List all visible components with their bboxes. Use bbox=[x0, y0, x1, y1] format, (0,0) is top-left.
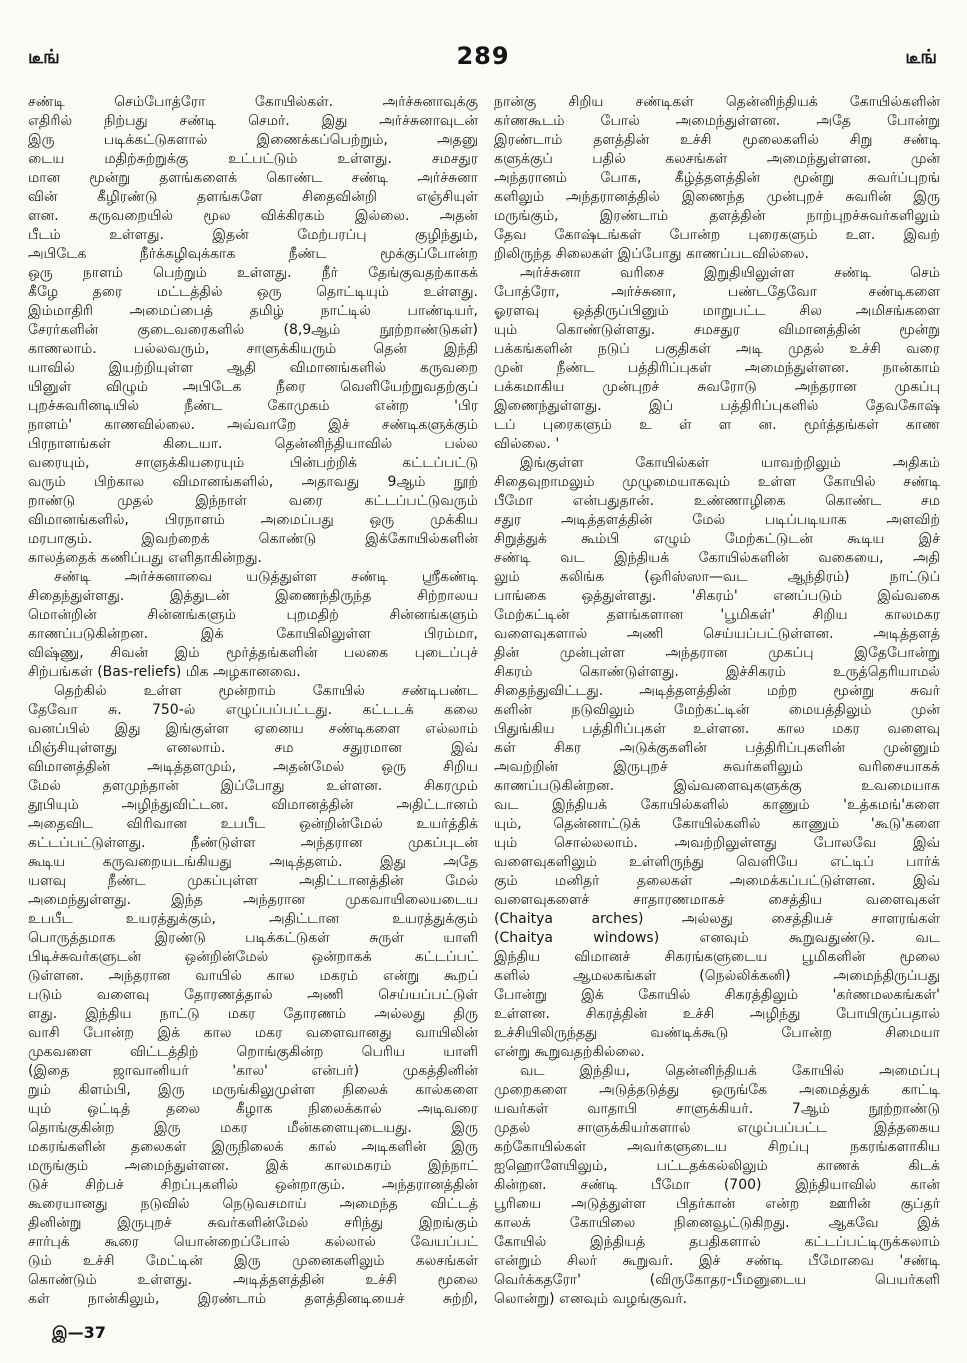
text-line: கள் சிகர அடுக்குகளின் பத்திரிப்புகளின் முன்னும் bbox=[494, 740, 940, 756]
text-line: களிலும் அந்தரானத்தில் இணைந்த முன்புறச் சுவரின் இரு bbox=[494, 189, 940, 205]
text-line: காணப்படுகின்றன. இவ்வளைவுகளுக்கு உவமையாக bbox=[494, 778, 940, 794]
text-line: கள் நான்கிலும், இரண்டாம் தளத்தினடியைச் சுற்றி, bbox=[28, 1291, 478, 1307]
right-column bbox=[494, 93, 940, 1309]
text-line: தின் முன்புள்ள அந்தரான முகப்பு இதேபோன்று bbox=[494, 645, 940, 661]
text-line: பக்கங்களின் நடுப் பகுதிகள் அடி முதல் உச்சி வரை bbox=[494, 341, 940, 357]
text-line: யும் சொல்லலாம். அவற்றிலுள்ளது போலவே இவ் bbox=[494, 835, 940, 851]
text-line: பொருத்தமாக இரண்டு படிக்கட்டுகள் சுருள் யாளி bbox=[28, 930, 478, 946]
text-line: பிரநாளங்கள் கிடையா. தென்னிந்தியாவில் பல்ல bbox=[28, 436, 478, 452]
text-line: சிதைவுறாமலும் முழுமையாகவும் உள்ள கோயில் சண்டி bbox=[494, 474, 940, 490]
text-line: லும் கலிங்க (ஒரிஸ்ஸா—வட ஆந்திரம்) நாட்டுப் bbox=[494, 569, 940, 585]
text-line: முன் நீண்ட பத்திரிப்புகள் அமைந்துள்ளன. நான்காம் bbox=[494, 360, 940, 376]
text-line: மேல் தளமுந்தான் இப்போது உள்ளன. சிகரமும் bbox=[28, 778, 478, 794]
text-line: டைய மதிற்சுற்றுக்கு உட்பட்டும் உள்ளது. சமசதுர bbox=[28, 151, 478, 167]
left-column bbox=[28, 93, 478, 1309]
text-line: படும் வளைவு தோரணத்தால் அணி செய்யப்பட்டுள் bbox=[28, 987, 478, 1003]
text-line: இணைந்துள்ளது. இப் பத்திரிப்புகளில் தேவகோஷ் bbox=[494, 398, 940, 414]
text-line: சிதைந்துள்ளது. இத்துடன் இணைந்திருந்த சிற்றாலய bbox=[28, 588, 478, 604]
paragraph bbox=[494, 264, 940, 454]
text-line: டுள்ளன. அந்தரான வாயில் கால மகரம் என்று கூறப் bbox=[28, 968, 478, 984]
text-line: டுச் சிற்பச் சிறப்புகளில் ஒன்றாகும். அந்தரானத்தின் bbox=[28, 1177, 478, 1193]
text-line: றிலிருந்த சிலைகள் இப்போது காணப்படவில்லை. bbox=[494, 246, 809, 262]
text-line: வரையும், சாளுக்கியரையும் பின்பற்றிக் கட்டப்பட்டு bbox=[28, 455, 478, 471]
text-line: களுக்குப் பதில் கலசங்கள் அமைந்துள்ளன. முன் bbox=[494, 151, 940, 167]
text-line: வளைவுகளால் அணி செய்யப்பட்டுள்ளன. அடித்தளத் bbox=[494, 626, 940, 642]
text-line: கட்டப்பட்டுள்ளது. நீண்டுள்ள அந்தரான முகப்புடன் bbox=[28, 835, 478, 851]
text-line: தேவோ சு. 750-ல் எழுப்பப்பட்டது. கட்டடக் கலை bbox=[28, 702, 478, 718]
text-line: மகரங்களின் தலைகள் இருநிலைக் கால் அடிகளின் இரு bbox=[28, 1139, 478, 1155]
text-line: டப் புரைகளும் உ ள் ள ன. மூர்த்தங்கள் காண bbox=[494, 417, 940, 433]
text-line: (இதை ஜாவானியர் 'கால' என்பர்) முகத்தினின் bbox=[28, 1063, 478, 1079]
text-line: இரு படிக்கட்டுகளால் இணைக்கப்பெற்றும், அதனு bbox=[28, 132, 478, 148]
text-line: அபிடேக நீர்க்கழிவுக்காக நீண்ட மூக்குப்போன்ற bbox=[28, 246, 478, 262]
text-line: மொன்றின் சின்னங்களும் புறமதிற் சின்னங்களும் bbox=[28, 607, 478, 623]
text-line: விஷ்ணு, சிவன் இம் மூர்த்தங்களின் பலகை புடைப்புச் bbox=[28, 645, 478, 661]
text-line: மருங்கும் அமைந்துள்ளன. இக் காலமகரம் இந்நாட் bbox=[28, 1158, 478, 1174]
text-line: றும் கிளம்பி, இரு மருங்கிலுமுள்ள நிலைக் கால்களை bbox=[28, 1082, 478, 1098]
text-line: (Chaitya windows) எனவும் கூறுவதுண்டு. வட bbox=[494, 930, 940, 946]
text-line: போத்ரோ, அர்ச்சுனா, பண்டதேவோ சண்டிகளை bbox=[494, 284, 940, 300]
text-line: கூரையானது நடுவில் நெடுவசமாய் அமைந்த விட்டத் bbox=[28, 1196, 478, 1212]
text-line: போன்று இக் கோயில் சிகரத்திலும் 'கர்ணமலகங்கள்' bbox=[494, 987, 940, 1003]
text-line: காணப்படுகின்றன. இக் கோயிலிலுள்ள பிரம்மா, bbox=[28, 626, 478, 642]
paragraph bbox=[28, 682, 478, 1309]
text-line: யளவு நீண்ட முகப்புள்ள அதிட்டானத்தின் மேல் bbox=[28, 873, 478, 889]
text-line: வின் கீழிரண்டு தளங்களே சிதைவின்றி எஞ்சியுள் bbox=[28, 189, 478, 205]
text-line: சார்புக் கூரை யொன்றைப்போல் கல்லால் வேயப்பட் bbox=[28, 1234, 478, 1250]
text-line: அதைவிட விரிவான உபபீட ஒன்றின்மேல் உயர்த்திக் bbox=[28, 816, 478, 832]
text-line: பிடிச்சுவர்களுடன் ஒன்றின்மேல் ஒன்றாகக் கட்டப்பட் bbox=[28, 949, 478, 965]
text-line: காலக் கோயிலை நினைவூட்டுகிறது. ஆகவே இக் bbox=[494, 1215, 940, 1231]
text-line: வாசி போன்ற இக் கால மகர வளைவானது வாயிலின் bbox=[28, 1025, 478, 1041]
text-line: ளன. கருவறையில் மூல விக்கிரகம் இல்லை. அதன் bbox=[28, 208, 478, 224]
text-line: முதல் சாளுக்கியர்களால் எழுப்பப்பட்ட இத்தகைய bbox=[494, 1120, 940, 1136]
text-line: யும் ஒட்டித் தலை கீழாக நிலைக்கால் அடிவரை bbox=[28, 1101, 478, 1117]
text-line: சிற்பங்கள் (Bas-reliefs) மிக அழகானவை. bbox=[28, 664, 301, 680]
text-line: சிறுத்துக் கூம்பி எழும் மேற்கட்டுடன் கூடிய இச் bbox=[494, 531, 940, 547]
text-line: இம்மாதிரி அமைப்பைத் தமிழ் நாட்டில் பாண்டியர், bbox=[28, 303, 478, 319]
text-line: றாண்டு முதல் இந்நாள் வரை கட்டப்பட்டுவரும் bbox=[28, 493, 478, 509]
text-line: பீடம் உள்ளது. இதன் மேற்பரப்பு குழிந்தும், bbox=[28, 227, 478, 243]
text-line: களில் ஆமலகங்கள் (நெல்லிக்கனி) அமைந்திருப்பது bbox=[494, 968, 940, 984]
text-line: உள்ளன. சிகரத்தின் உச்சி அழிந்து போயிருப்பதால் bbox=[494, 1006, 940, 1022]
text-line: இந்திய விமானச் சிகரங்களுடைய பூமிகளின் மூலை bbox=[494, 949, 940, 965]
text-line: மிஞ்சியுள்ளது எனலாம். சம சதுரமான இவ் bbox=[28, 740, 478, 756]
text-line: லொன்று) எனவும் வழங்குவர். bbox=[494, 1291, 688, 1307]
text-line: தொங்குகின்ற இரு மகர மீன்களையுடையது. இரு bbox=[28, 1120, 478, 1136]
text-line: மான மூன்று தளங்களைக் கொண்ட சண்டி அர்ச்சுனா bbox=[28, 170, 478, 186]
text-line: யும் கொண்டுள்ளது. சமசதுர விமானத்தின் மூன்று bbox=[494, 322, 940, 338]
text-line: சிதைந்துவிட்டது. அடித்தளத்தின் மற்ற மூன்று சுவர் bbox=[494, 683, 940, 699]
text-line: காணலாம். பல்லவரும், சாளுக்கியரும் தென் இந்தி bbox=[28, 341, 478, 357]
paragraph bbox=[494, 1062, 940, 1309]
text-line: நான்கு சிறிய சண்டிகள் தென்னிந்தியக் கோயில்களின் bbox=[494, 94, 940, 110]
paragraph bbox=[28, 568, 478, 682]
text-line: யும், தென்னாட்டுக் கோயில்களில் காணும் 'கூடு'களை bbox=[494, 816, 940, 832]
text-line: தெற்கில் உள்ள மூன்றாம் கோயில் சண்டிபண்ட bbox=[54, 683, 478, 699]
page-number: 289 bbox=[456, 42, 510, 70]
text-line: ஒரு நாளம் பெற்றும் உள்ளது. நீர் தேங்குவதற்காகக் bbox=[28, 265, 478, 281]
text-line: இரண்டாம் தளத்தின் உச்சி மூலைகளில் சிறு சண்டி bbox=[494, 132, 940, 148]
text-line: களின் நடுவிலும் மேற்கட்டின் மையத்திலும் முன் bbox=[494, 702, 940, 718]
text-line: வட இந்திய, தென்னிந்தியக் கோயில் அமைப்பு bbox=[520, 1063, 940, 1079]
text-line: ளது. இந்திய நாட்டு மகர தோரணம் அல்லது திரு bbox=[28, 1006, 478, 1022]
text-line: தேவ கோஷ்டங்கள் போன்ற புரைகளும் உள. இவற் bbox=[494, 227, 940, 243]
text-line: யினுள் விழும் அபிடேக நீரை வெளியேற்றுவதற்குப் bbox=[28, 379, 478, 395]
text-line: அந்தரானம் போக, கீழ்த்தளத்தின் மூன்று சுவர்ப்புறங் bbox=[494, 170, 940, 186]
text-line: மேற்கட்டின் தளங்களான 'பூமிகள்' சிறிய காலமகர bbox=[494, 607, 940, 623]
text-line: கர்ணகூடம் போல் அமைந்துள்ளன. அதே போன்று bbox=[494, 113, 940, 129]
text-line: யவர்கள் வாதாபி சாளுக்கியர். 7ஆம் நூற்றாண்டு bbox=[494, 1101, 940, 1117]
text-line: சேரர்களின் குடைவரைகளில் (8,9ஆம் நூற்றாண்டுகள்) bbox=[28, 322, 478, 338]
text-line: உபபீட உயரத்துக்கும், அதிட்டான உயரத்துக்கும் bbox=[28, 911, 478, 927]
text-line: கோயில் இந்தியத் தபதிகளால் கட்டப்பட்டிருக்கலாம் bbox=[494, 1234, 940, 1250]
signature-mark: இ—37 bbox=[52, 1323, 106, 1342]
text-line: எதிரில் நிற்பது சண்டி செமர். இது அர்ச்சுனாவுடன் bbox=[28, 113, 478, 129]
text-line: மரபாகும். இவற்றைக் கொண்டு இக்கோயில்களின் bbox=[28, 531, 478, 547]
text-line: பாங்கை ஒத்துள்ளது. 'சிகரம்' எனப்படும் இவ்வகை bbox=[494, 588, 940, 604]
text-line: பீமோ என்பதுதான். உண்ணாழிகை கொண்ட சம bbox=[494, 493, 940, 509]
text-line: ஓரளவு ஒத்திருப்பினும் மாறுபட்ட சில அமிசங்களை bbox=[494, 303, 940, 319]
running-head-left: டீங் bbox=[28, 46, 60, 68]
text-line: சண்டி செம்போத்ரோ கோயில்கள். அர்ச்சுனாவுக்கு bbox=[28, 94, 478, 110]
text-line: என்று கூறுவதற்கில்லை. bbox=[494, 1044, 645, 1060]
text-line: அமைந்துள்ளது. இந்த அந்தரான முகவாயிலையடைய bbox=[28, 892, 478, 908]
text-line: பிதுங்கிய பத்திரிப்புகள் உள்ளன. கால மகர வளைவு bbox=[494, 721, 940, 737]
paragraph bbox=[494, 93, 940, 264]
text-line: அர்ச்சுனா வரிசை இறுதியிலுள்ள சண்டி செம் bbox=[520, 265, 940, 281]
text-line: தூபியும் அழிந்துவிட்டன. விமானத்தின் அதிட்டானம் bbox=[28, 797, 478, 813]
text-line: டும் உச்சி மேட்டின் இரு முனைகளிலும் கலசங்கள் bbox=[28, 1253, 478, 1269]
text-line: நாளம்' காணவில்லை. அவ்வாறே இச் சண்டிகளுக்கும் bbox=[28, 417, 478, 433]
text-line: காலத்தைக் கணிப்பது எளிதாகின்றது. bbox=[28, 550, 262, 566]
text-line: விமானத்தின் அடித்தளமும், அதன்மேல் ஒரு சிறிய bbox=[28, 759, 478, 775]
text-line: உச்சியிலிருந்தது வண்டிக்கூடு போன்ற சிமையா bbox=[494, 1025, 940, 1041]
text-line: யாவில் இயற்றியுள்ள ஆதி விமானங்களில் கருவறை bbox=[28, 360, 478, 376]
running-head-right: டீங் bbox=[905, 46, 937, 68]
text-line: கொண்டும் உள்ளது. அடித்தளத்தின் உச்சி மூலை bbox=[28, 1272, 478, 1288]
text-line: அவற்றின் இருபுறச் சுவர்களிலும் வரிசையாகக் bbox=[494, 759, 940, 775]
text-line: கற்கோயில்கள் அவர்களுடைய சிறப்பு நகரங்களாகிய bbox=[494, 1139, 940, 1155]
text-line: ஐஹொளேயிலும், பட்டதக்கல்லிலும் காணக் கிடக் bbox=[494, 1158, 940, 1174]
text-line: சண்டி அர்ச்சுனாவை யடுத்துள்ள சண்டி ஸ்ரீகண்டி bbox=[54, 569, 478, 585]
text-line: வனப்பில் இது இங்குள்ள ஏனைய சண்டிகளை எல்லாம் bbox=[28, 721, 478, 737]
text-line: சண்டி வட இந்தியக் கோயில்களின் வகையை, அதி bbox=[494, 550, 940, 566]
text-line: கின்றன. சண்டி பீமோ (700) இந்தியாவில் கான் bbox=[494, 1177, 940, 1193]
text-line: தினின்று இருபுறச் சுவர்களின்மேல் சரிந்து இறங்கும் bbox=[28, 1215, 478, 1231]
text-line: (Chaitya arches) அல்லது சைத்தியச் சாளரங்கள் bbox=[494, 911, 940, 927]
text-line: பூரியை அடுத்துள்ள பிதர்கான் என்ற ஊரின் குப்தர் bbox=[494, 1196, 940, 1212]
text-line: வட இந்தியக் கோயில்களில் காணும் 'உத்கமங்'களை bbox=[494, 797, 940, 813]
text-line: வரும் பிற்கால விமானங்களில், அதாவது 9ஆம் நூற் bbox=[28, 474, 478, 490]
text-line: புறச்சுவரினடியில் நீண்ட கோமுகம் என்ற 'பிர bbox=[28, 398, 478, 414]
text-line: வளைவுகளிலும் உள்ளிருந்து வெளியே எட்டிப் பார்க் bbox=[494, 854, 940, 870]
text-line: முறைகளை அடுத்தடுத்து ஒருங்கே அமைத்துக் காட்டி bbox=[494, 1082, 940, 1098]
paragraph bbox=[494, 454, 940, 1062]
text-line: மருங்கும், இரண்டாம் தளத்தின் நாற்புறச்சுவர்களிலும் bbox=[494, 208, 940, 224]
text-line: சதுர அடித்தளத்தின் மேல் படிப்படியாக அளவிற் bbox=[494, 512, 940, 528]
text-line: பக்கமாகிய முன்புறச் சுவரோடு அந்தரான முகப்பு bbox=[494, 379, 940, 395]
text-line: கூடிய கருவறையடங்கியது அடித்தளம். இது அதே bbox=[28, 854, 478, 870]
text-line: வளைவுகளைச் சாதாரணமாகச் சைத்திய வளைவுகள் bbox=[494, 892, 940, 908]
text-line: விமானங்களில், பிரநாளம் அமைப்பது ஒரு முக்கிய bbox=[28, 512, 478, 528]
text-line: கும் மனிதர் தலைகள் அமைக்கப்பட்டுள்ளன. இவ் bbox=[494, 873, 940, 889]
text-line: வில்லை. ' bbox=[494, 436, 560, 452]
text-line: வெர்க்கதரோ' (விருகோதர-பீமனுடைய பெயர்களி bbox=[494, 1272, 940, 1288]
text-line: முகவளை விட்டத்திற் றொங்குகின்ற பெரிய யாளி bbox=[28, 1044, 478, 1060]
paragraph bbox=[28, 93, 478, 568]
text-line: சிகரம் கொண்டுள்ளது. இச்சிகரம் உருத்தெரியாமல் bbox=[494, 664, 940, 680]
text-line: இங்குள்ள கோயில்கள் யாவற்றிலும் அதிகம் bbox=[520, 455, 940, 471]
text-line: என்றும் சிலர் கூறுவர். இச் சண்டி பீமோவை 'சண்டி bbox=[494, 1253, 940, 1269]
text-line: கீழே தரை மட்டத்தில் ஒரு தொட்டியும் உள்ளது. bbox=[28, 284, 478, 300]
